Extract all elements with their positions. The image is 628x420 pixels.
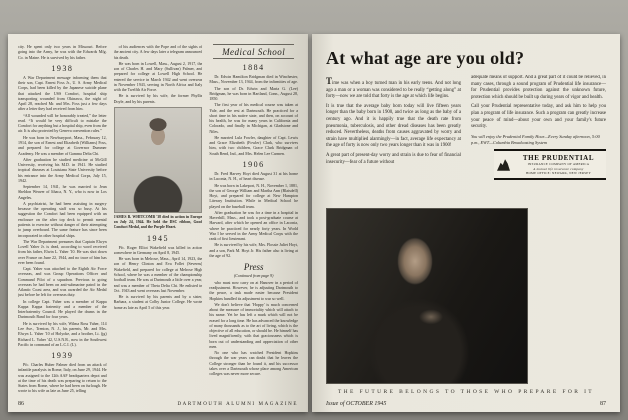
paragraph: He married Lula Fowler, daughter of Capt. Lewis and Grace Elizabeth (Fowler) Clark, who survives him, with two children, Grace Clark Bridgman of South Bend, Ind., and Mrs. Helen Lee Carmen.: [209, 134, 298, 156]
class-1945-notes: [114, 245, 203, 310]
whitcomb-portrait-photo: [114, 107, 203, 213]
paragraph: Capt. Yaher was attached to the Eighth Air Force overseas, and was Group Operations Officer and Command Pilot of a squadron. Previous to going overseas he had been on anti-submarine patrol in the Atlantic Coast area, and was awarded the Air Medal just before he left for overseas duty.: [18, 266, 107, 298]
paragraph: “All wounded will be honorably treated,” the letter read. “It would be very difficult to mistake the Comfort for anything but a hospital ship, even from the air. It is also protected by Geneva convention rules.”: [18, 112, 107, 134]
paragraph: He is survived by his parents and by a sister, Barbara, a student at Colby Junior College. He wrote home as late as April 5 of this year.: [113, 294, 203, 310]
paragraph: The first year of his medical course was taken at Yale, and the rest at Dartmouth. He practiced for a short time in his native state, and then, on account of his health, he was for many years in California and Colorado, and finally in Michigan, at Gladstone and Niles.: [209, 102, 298, 134]
class-1906-notes: [209, 171, 298, 258]
issue-line: Issue of OCTOBER 1945: [326, 401, 387, 407]
paragraph: He is survived by his wife, Wilma Ross Yaher, 114 Lee Ave., Trenton, N. J., his parents, Mr. and Mrs. Elwyn L. Yaher '10 of Holyoke, and a brother, Lt. (jg) Richard L. Yaher '42, U.S.N.R., now in the Southwest Pacific in command of an L.C.I. (L).: [18, 320, 107, 347]
paragraph: He was born in Lakeport, N. H., November 1, 1881, the son of George William and Martha Ann (Blaisdell) Hoyt, and prepared for college at New Hampton Literary Institution. While in Medical School he played on the baseball team.: [209, 182, 298, 209]
paragraph: A great part of present-day worry and strain is due to fear of financial insecurity—fear of a future without: [326, 153, 461, 165]
press-section-heading: Press: [243, 262, 264, 273]
class-year-heading-1884: 1884: [242, 63, 265, 72]
paragraph: Pfc. Roger Elliot Wakefield was killed in action somewhere in Germany on April 8, 1945.: [113, 244, 203, 255]
left-page: [8, 34, 308, 412]
paragraph: September 14, 1941, he was married to Jean Sheldon Weaver of Ithaca, N. Y., who is now in Los Angeles.: [18, 184, 107, 200]
left-column-1: [18, 44, 107, 394]
ad-column-right: [471, 75, 606, 203]
ad-headline: At what age are you old?: [326, 48, 525, 68]
paragraph: Dr. Edwin Hamilton Bridgman died in Winchester, Mass., November 13, 1944, from the infirmities of age.: [209, 74, 298, 85]
class-1884-notes: [209, 74, 298, 156]
paragraph: A psychiatrist, he had been assisting in surgery because the operating staff was so busy. At his suggestion the Comfort had been equipped with an enclosure on the after top deck to permit mental patients to exercise without danger of their attempting to jump overboard. The same feature has since been incorporated in other hospital ships.: [18, 200, 107, 238]
paragraph: adequate means of support. And a great part of it could be relieved, in many cases, through a sound program of Prudential life insurance—for Prudential provides protection against the unknown future, protection which should be built up during years of vigor and health.: [471, 75, 606, 100]
class-year-heading-1938: 1938: [51, 63, 74, 73]
paragraph: Time was when a boy turned man in his early teens. And not long ago a man or a woman was considered to be really “getting along” at forty—now we are told that forty is the age at which life begins.: [326, 76, 461, 100]
left-column-3: [209, 44, 298, 394]
left-page-columns: [18, 44, 298, 394]
press-section-text: [209, 280, 298, 377]
radio-program-note: You will enjoy the Prudential Family Hour—Every Sunday afternoon, 5:00 p.m., EWT—Columbia Broadcasting System: [471, 133, 600, 145]
class-year-heading-1945: 1945: [147, 233, 169, 243]
paragraph: He was born in Lowell, Mass., August 2, 1917, the son of Charles H. and Mary (Sullivan) Palmer, and prepared for college at Lowell High School. He entered the service in March 1942 and went overseas in November 1943, serving in North Africa and Italy with the Twelfth Air Force.: [113, 60, 203, 93]
carryover-text: city. He spent only two years in Missouri. Before going into the Army, he was with the Edwards Mfg. Co. in Maine. He is survived by his father.: [18, 44, 107, 60]
paragraph: After graduation he studied medicine at McGill University, receiving his M.D. in 1941. He studied tropical diseases at Louisiana State University before his entrance into the Army Medical Corps, July 15, 1942.: [18, 156, 107, 183]
class-year-heading-1939: 1939: [51, 351, 74, 361]
paragraph: who must now carry on at Hanover in a period of readjustment. However, he is adjusting Dartmouth to the peace, a task made easier because President Hopkins handled its adjustment to war so well.: [209, 279, 298, 301]
left-page-number: 86: [18, 401, 24, 407]
prudential-mutual-line: A mutual life insurance company: [533, 166, 584, 171]
paragraph: He is survived by his wife, Mrs. Flossie Juliet Hoyt, and a son, Park M. Hoyt Jr. His father also is living at the age of 92.: [209, 242, 298, 258]
paragraph: He was born in Melrose, Mass., April 14, 1923, the son of Henry Clinton and Eva Follet (Severns) Wakefield, and prepared for college at Melrose High School, where he was a member of the championship football team. He was at Dartmouth a little over a year, and was a member of Theta Delta Chi. He enlisted in Oct. 1943 and went overseas last November.: [113, 256, 203, 293]
ad-slogan: THE FUTURE BELONGS TO THOSE WHO PREPARE FOR IT: [337, 389, 595, 395]
ad-body-columns: [326, 75, 606, 203]
paragraph: The son of Dr. Edwin and Maria G. (Lee) Bridgman, he was born in Hartland, Conn., August 28, 1850.: [209, 85, 298, 102]
prudential-subtitle: INSURANCE COMPANY OF AMERICA: [527, 162, 590, 167]
prudential-emblem-text: [514, 154, 603, 176]
left-page-footer: [18, 401, 298, 407]
ad-portrait-photo: [326, 208, 528, 384]
paragraph: He was born in Newburyport, Mass., February 12, 1914, the son of Ernest and Elizabeth (Williams) Foss, and prepared for college at Governor Dummer Academy. He was a member of Gamma Delta Chi.: [18, 134, 107, 156]
ad-column-right-text: [471, 75, 606, 131]
right-page-footer: [326, 401, 606, 407]
paragraph: No one who has watched President Hopkins through the war years can doubt that he leaves the College stronger than he found it, and his successor takes over a Dartmouth whose place among American colleges was never more secure.: [209, 350, 298, 377]
paragraph: In college Capt. Yaher was a member of Kappa Kappa Kappa fraternity and a member of the Interfraternity Council. He played the drums in the Dartmouth Band for four years.: [18, 298, 107, 320]
paragraph: The War Department presumes that Captain Elwyn Lovell Yaher Jr. is dead, according to word received from his father, Elwin L. Yaher '10. He was shot down over France on June 22, 1944, and no trace of him has ever been found.: [18, 238, 107, 265]
prudential-home-office: HOME OFFICE: NEWARK, NEW JERSEY: [525, 171, 592, 176]
medical-school-heading: Medical School: [213, 44, 294, 59]
class-1938-notes: [18, 75, 107, 347]
left-column-2: [114, 44, 203, 394]
paragraph: of his audiences with the Pope and of the sights of the ancient city. A few days later a telegram announced his death.: [113, 44, 203, 60]
paragraph: Call your Prudential representative today, and ask him to help you plan a program of life insurance. Such a program can greatly increase your peace of mind—about your own and your family's future security.: [471, 104, 606, 130]
continued-from-note: (Continued from page 9): [233, 273, 274, 279]
class-1939-notes: [18, 362, 107, 394]
photo-caption: JAMES B. WHITCOMB '38 died in action in Europe on July 24, 1944. He held the DSC ribbon, Good Conduct Medal, and the Purple Heart.: [113, 214, 203, 229]
ad-column-left: [326, 75, 461, 203]
paragraph: Dr. Fred Harvey Hoyt died August 31 at his home in Laconia, N. H., of heart disease.: [209, 170, 298, 182]
class-1939-notes-continued: [114, 44, 203, 104]
class-year-heading-1906: 1906: [242, 159, 265, 169]
prudential-rock-icon: [497, 159, 510, 171]
magazine-name: DARTMOUTH ALUMNI MAGAZINE: [177, 402, 298, 407]
right-page-number: 87: [600, 401, 606, 407]
prudential-emblem: [494, 149, 606, 180]
paragraph: Pfc. Charles Huber Palmer died from an attack of infantile paralysis in Rome, Italy, on June 29, 1944. He was assigned to the 12th AAF headquarters depot and at the time of his death was preparing to return to the States from Rome, where he had been on furlough. He wrote to his wife as late as June 25, telling: [18, 362, 107, 394]
paragraph: We don't believe that 'Hoppy' is much concerned about the measure of immortality which will attach to his name. Yet he has left a mark which will not be erased for a long time. He has advanced the knowledge of many thousands as to the art of living, which is the objective of all education, or should be. He himself has lived magnificently, with that graciousness which is born out of understanding and appreciation of other men.: [209, 301, 298, 349]
paragraph: It is true that the average baby born today will live fifteen years longer than the baby born in 1900, and twice as long as the baby of a century ago. And it is happily true that the death rate from pneumonia, tuberculosis, and other dread diseases has been greatly reduced. Nevertheless, deaths from causes aggravated by worry and strain have multiplied alarmingly—in fact, average life expectancy at the age of forty is now only two years longer than it was in 1900!: [326, 103, 461, 149]
prudential-name: THE PRUDENTIAL: [522, 153, 595, 162]
paragraph: A War Department message informing them that their son, Capt. Ernest Foss Jr., U. S. Army Medical Corps, had been killed by the Japanese suicide plane that attacked the USS Comfort, hospital ship transporting wounded from Okinawa, the night of April 28, reached Mr. and Mrs. Foss just a few days after a letter they had received from him.: [18, 74, 107, 112]
paragraph: After graduation he was for a time in a hospital in Haverhill, Mass., and took a post-graduate course at Harvard, after which he opened an office in Laconia, where he practiced for nearly forty years. In World War I he served in the Army Medical Corps with the rank of first lieutenant.: [209, 209, 298, 242]
right-page: [312, 34, 620, 412]
paragraph: He is survived by his wife, the former Phyllis Doyle, and by his parents.: [113, 93, 203, 104]
